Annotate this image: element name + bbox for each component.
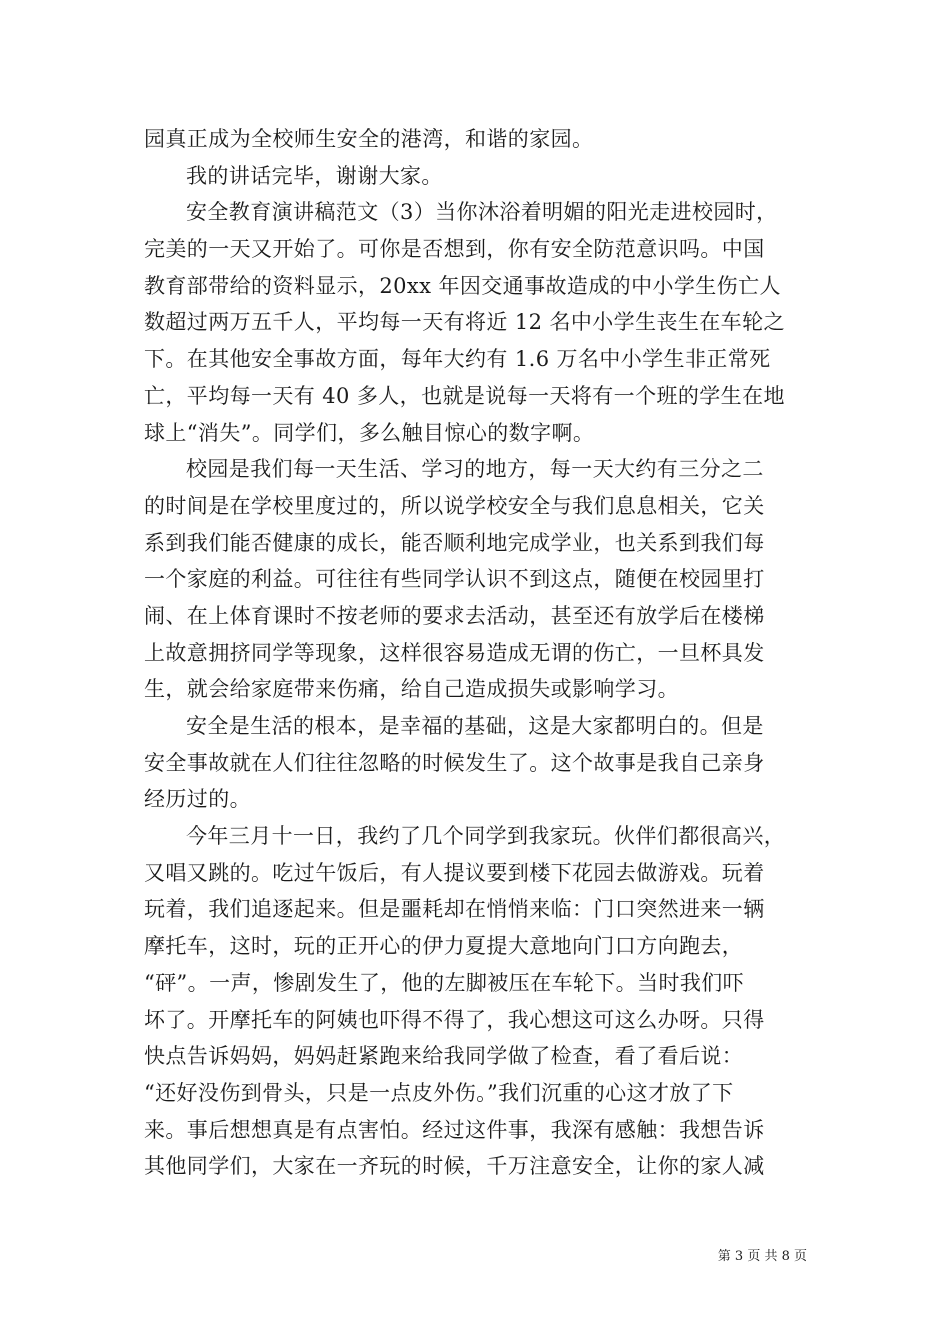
text-line: 今年三月十一日，我约了几个同学到我家玩。伙伴们都很高兴，: [186, 824, 786, 849]
text-line: 系到我们能否健康的成长，能否顺利地完成学业，也关系到我们每: [144, 530, 765, 555]
text-line: 球上“消失”。同学们，多么触目惊心的数字啊。: [144, 420, 595, 445]
text-line: 数超过两万五千人，平均每一天有将近 12 名中小学生丧生在车轮之: [144, 310, 785, 335]
text-line: 园真正成为全校师生安全的港湾，和谐的家园。: [144, 127, 594, 151]
text-line: 完美的一天又开始了。可你是否想到，你有安全防范意识吗。中国: [144, 237, 765, 262]
text-line: 安全事故就在人们往往忽略的时候发生了。这个故事是我自己亲身: [144, 750, 765, 775]
body-text: [144, 121, 812, 1185]
text-line: 安全教育演讲稿范文（3）当你沐浴着明媚的阳光走进校园时，: [186, 200, 778, 225]
text-line: 快点告诉妈妈，妈妈赶紧跑来给我同学做了检查，看了看后说：: [144, 1044, 744, 1069]
text-line: 上故意拥挤同学等现象，这样很容易造成无谓的伤亡，一旦杯具发: [144, 640, 765, 665]
text-line: 其他同学们，大家在一齐玩的时候，千万注意安全，让你的家人减: [144, 1154, 765, 1179]
text-line: 又唱又跳的。吃过午饭后，有人提议要到楼下花园去做游戏。玩着: [144, 860, 765, 885]
text-line: 的时间是在学校里度过的，所以说学校安全与我们息息相关，它关: [144, 493, 765, 518]
text-line: 亡，平均每一天有 40 多人，也就是说每一天将有一个班的学生在地: [144, 383, 785, 408]
text-line: 一个家庭的利益。可往往有些同学认识不到这点，随便在校园里打: [144, 567, 765, 592]
text-line: 下。在其他安全事故方面，每年大约有 1.6 万名中小学生非正常死: [144, 347, 771, 372]
page-number: 第 3 页 共 8 页: [717, 1249, 807, 1264]
text-line: 生，就会给家庭带来伤痛，给自己造成损失或影响学习。: [144, 677, 679, 702]
text-line: “砰”。一声，惨剧发生了，他的左脚被压在车轮下。当时我们吓: [144, 970, 745, 995]
text-line: 闹、在上体育课时不按老师的要求去活动，甚至还有放学后在楼梯: [144, 603, 765, 628]
text-line: 校园是我们每一天生活、学习的地方，每一天大约有三分之二: [186, 457, 764, 482]
text-line: 来。事后想想真是有点害怕。经过这件事，我深有感触：我想告诉: [144, 1117, 765, 1142]
text-line: 我的讲话完毕，谢谢大家。: [186, 163, 443, 188]
text-line: 经历过的。: [144, 787, 251, 812]
text-line: 安全是生活的根本，是幸福的基础，这是大家都明白的。但是: [186, 714, 764, 738]
text-line: 坏了。开摩托车的阿姨也吓得不得了，我心想这可这么办呀。只得: [144, 1007, 765, 1032]
text-line: 玩着，我们追逐起来。但是噩耗却在悄悄来临：门口突然进来一辆: [144, 897, 765, 922]
text-line: “还好没伤到骨头，只是一点皮外伤。”我们沉重的心这才放了下: [144, 1080, 734, 1105]
text-line: 教育部带给的资料显示，20xx 年因交通事故造成的中小学生伤亡人: [144, 273, 781, 298]
text-line: 摩托车，这时，玩的正开心的伊力夏提大意地向门口方向跑去，: [144, 934, 744, 959]
